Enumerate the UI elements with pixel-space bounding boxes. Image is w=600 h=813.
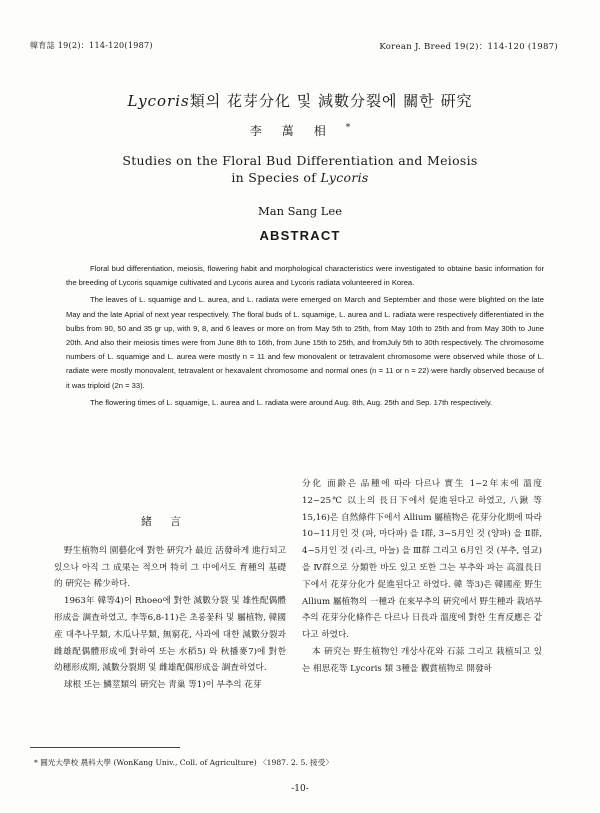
intro-heading: 緒言 <box>141 515 199 528</box>
intro-paragraph: 球根 또는 鱗莖類의 硏究는 靑巢 等1)이 부추의 花芽 <box>64 680 262 691</box>
korean-title-rest: 類의 花芽分化 및 減數分裂에 關한 硏究 <box>189 92 473 110</box>
english-title-genus: Lycoris <box>320 170 369 185</box>
abstract-paragraph: Floral bud differentiation, meiosis, flowering habit and morphological characteristics were investigated to obtaine basic information for the breeding of Lycoris squamige cultivated and Lycoris aurea and Lycoris radiata volunteered in Korea. <box>66 264 544 288</box>
abstract-heading: ABSTRACT <box>259 228 341 243</box>
abstract-paragraph: The flowering times of L. squamige, L. aurea and L. radiata were around Aug. 8th, Aug. 25th and Sep. 17th respectively. <box>90 397 493 407</box>
journal-header-english: Korean J. Breed 19(2)：114-120 (1987) <box>379 42 558 52</box>
affiliation-footnote: * 圓光大學校 農科大學 (WonKang Univ., Coll. of Agriculture) 〈1987. 2. 5. 接受〉 <box>34 758 333 767</box>
intro-left-column <box>54 514 286 694</box>
english-title-line1: Studies on the Floral Bud Differentiation and Meiosis <box>122 153 478 168</box>
abstract-body <box>66 262 544 413</box>
korean-author <box>0 122 600 139</box>
english-author: Man Sang Lee <box>257 204 343 218</box>
korean-title-genus: Lycoris <box>127 92 190 110</box>
intro-paragraph: 野生植物의 園藝化에 對한 硏究가 最近 活發하게 進行되고 있으나 아직 그 成果는 적으며 特히 그 中에서도 育種의 基礎的 硏究는 稀少하다. <box>54 545 286 590</box>
abstract-paragraph: The leaves of L. squamige and L. aurea, and L. radiata were emerged on March and September and those were blighted on the late May and the late Aprial of next year respectively. The floral buds of L. squamige, L. aurea and L. radiata were respectively differentiated in the bulbs from 90, 50 and 35 gr up, with 9, 8, and 6 leaves or more on from May 5th to 25th, from May 10th to 25th and from May 30th to June 20th. And also their meiosis times were from June 8th to 16th, from June 15th to 25th, and fromJuly 5th to 30th respectively. The chromosome numbers of L. squamige and L. aurea were mostly n = 11 and few monovalent or tetravalent chromosome were observed while those of L. radiate were mostly monovalent, tetravalent or hexavalent chromosome and normal ones (n = 11 or n = 22) were hardly observed because of it was triploid (2n = 33). <box>66 295 544 390</box>
intro-right-column <box>302 476 542 678</box>
page-number: -10- <box>291 784 309 794</box>
journal-header-korean: 韓育誌 19(2)：114-120(1987) <box>30 41 153 50</box>
korean-author-name: 李萬相 <box>249 124 346 138</box>
english-title-line2 <box>0 169 600 186</box>
author-footnote-mark: * <box>345 123 351 133</box>
intro-paragraph: 分化 面齡은 品種에 따라 다르나 實生 1~2年末에 溫度 12~25℃ 以上의 長日下에서 促進된다고 하였고, 八鍬 等15,16)은 自然條件下에서 Allium 屬植物은 花芽分化期에 따라 10~11月인 것 (파, 마다파) 을 Ⅰ群, 3~5月인 것 (양파) 을 Ⅱ群, 4~5月인 것 (리-크, 마늘) 을 Ⅲ群 그리고 6月인 것 (부추, 염교) 을 Ⅳ群으로 分類한 바도 있고 또한 그는 부추와 파는 高溫長日下에서 花芽分化가 促進된다고 하였다. 韓 等3)은 韓國産 野生Allium 屬植物의 一種과 在來부추의 硏究에서 野生種과 栽培부추의 花芽分化條件은 다르나 日長과 溫度에 對한 生育反應은 같다고 하였다. <box>302 479 542 641</box>
intro-paragraph: 1963年 韓等4)이 Rhoeo에 對한 減數分裂 및 雄性配偶體形成을 調査하였고, 李等6,8-11)은 초롱꽃科 및 屬植物, 韓國産 대추나무類, 木瓜나무類, 無窮花, 사과에 대한 減數分裂과 雌雄配偶體形成에 對하여 또는 水稻5) 와 秋播麥7)에 對한 幼穗形成期, 減數分裂期 및 雌雄配偶形成을 調査하였다. <box>54 596 286 674</box>
footnote-divider <box>30 747 180 748</box>
english-title-line2-prefix: in Species of <box>231 170 317 185</box>
korean-title <box>0 90 600 111</box>
english-title <box>0 152 600 186</box>
intro-paragraph: 本 硏究는 野生植物인 개상사花와 石蒜 그리고 栽植되고 있는 相思花等 Lycoris 類 3種을 觀賞植物로 開發하 <box>302 646 542 674</box>
